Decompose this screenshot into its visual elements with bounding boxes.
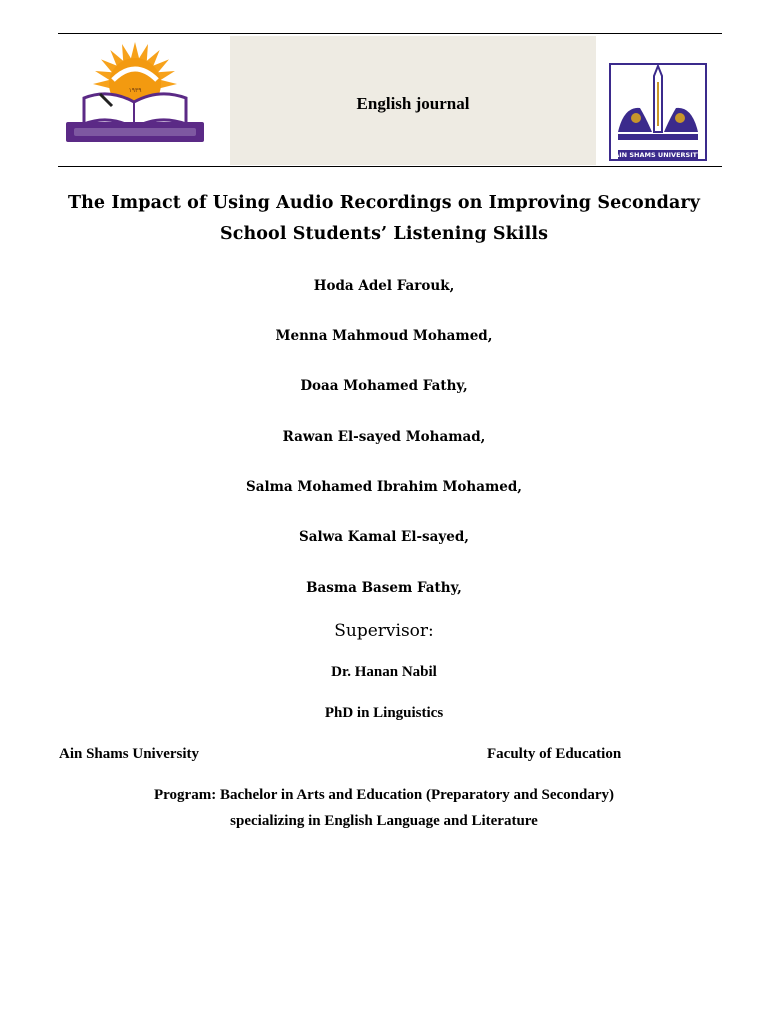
program-line-2: specializing in English Language and Literature [230,813,538,829]
paper-title-line-1: The Impact of Using Audio Recordings on Improving Secondary [67,193,701,213]
header-bottom-rule [58,166,722,167]
faculty-name: Faculty of Education [487,746,622,762]
supervisor-degree: PhD in Linguistics [324,705,444,721]
header-top-rule [58,33,722,34]
author-1: Hoda Adel Farouk, [313,278,455,294]
faculty-of-education-logo-icon [64,40,206,144]
program-line-1: Program: Bachelor in Arts and Education (Preparatory and Secondary) [154,787,614,803]
supervisor-name: Dr. Hanan Nabil [331,664,437,680]
ain-shams-university-logo-icon [608,62,708,164]
author-5: Salma Mohamed Ibrahim Mohamed, [246,479,522,495]
author-2: Menna Mahmoud Mohamed, [275,328,493,344]
author-7: Basma Basem Fathy, [306,580,462,596]
svg-text:١٩٣٩: ١٩٣٩ [128,87,142,94]
university-name: Ain Shams University [59,746,200,762]
author-4: Rawan El-sayed Mohamad, [282,429,486,445]
supervisor-heading: Supervisor: [334,621,434,641]
author-6: Salwa Kamal El-sayed, [299,529,469,545]
author-3: Doaa Mohamed Fathy, [300,378,468,394]
journal-title: English journal [356,94,470,113]
university-logo-caption: AIN SHAMS UNIVERSITY [614,151,702,159]
paper-title-line-2: School Students’ Listening Skills [219,224,549,244]
